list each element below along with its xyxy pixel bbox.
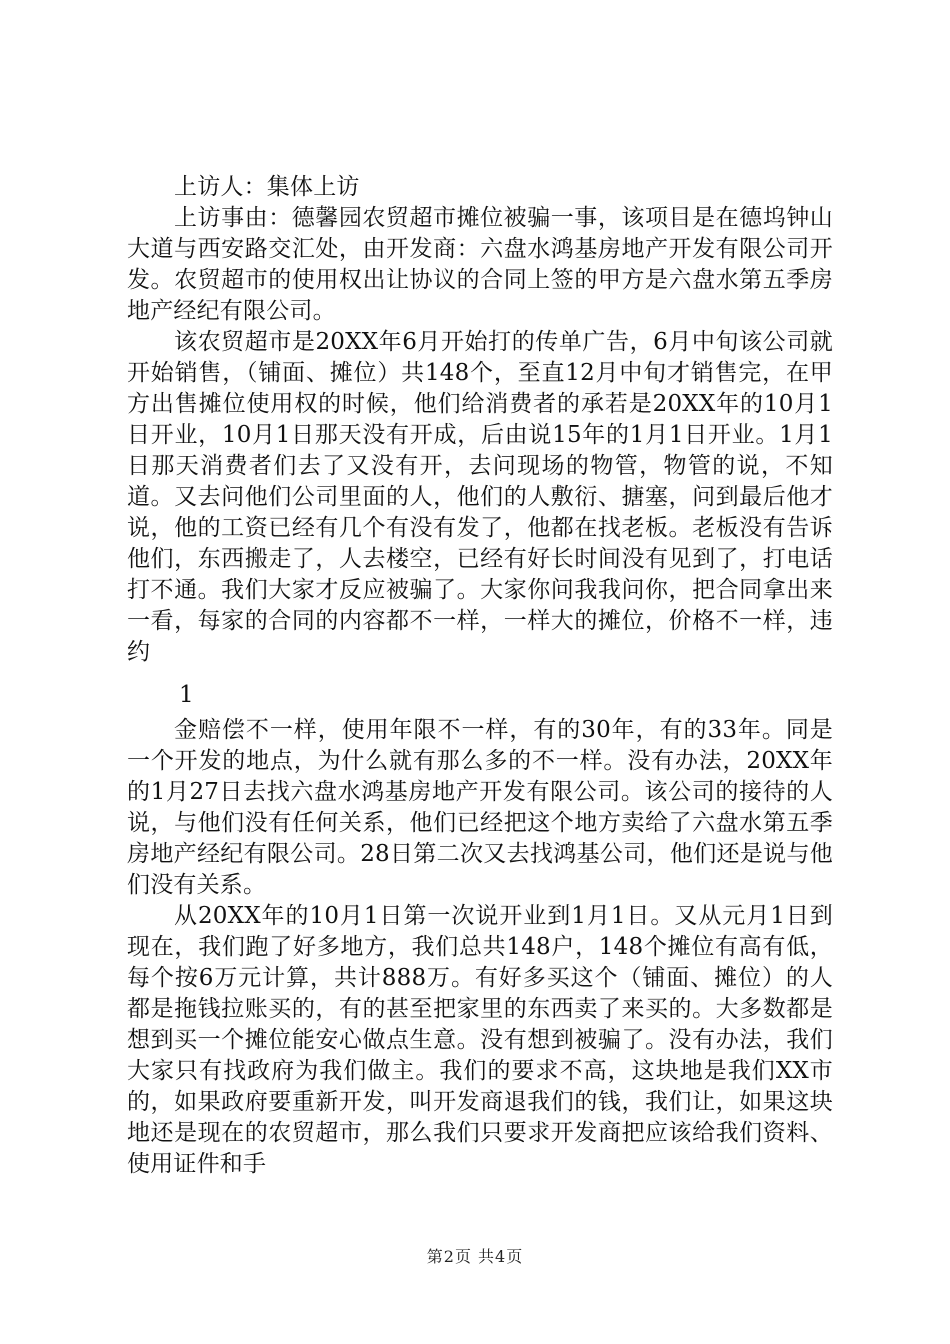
paragraph-request: 从20XX年的10月1日第一次说开业到1月1日。又从元月1日到现在，我们跑了好多地方，我们总共148户，148个摊位有高有低，每个按6万元计算，共计888万。有好多买这个（铺面、摊位）的人都是拖钱拉账买的，有的甚至把家里的东西卖了来买的。大多数都是想到买一个摊位能安心做点生意。没有想到被骗了。没有办法，我们大家只有找政府为我们做主。我们的要求不高，这块地是我们XX市的，如果政府要重新开发，叫开发商退我们的钱，我们让，如果这块地还是现在的农贸超市，那么我们只要求开发商把应该给我们资料、使用证件和手 <box>127 903 833 1177</box>
document-body <box>127 172 833 1180</box>
paragraph-details: 该农贸超市是20XX年6月开始打的传单广告，6月中旬该公司就开始销售，（铺面、摊位）共148个，至直12月中旬才销售完，在甲方出售摊位使用权的时候，他们给消费者的承若是20XX年的10月1日开业，10月1日那天没有开成，后由说15年的1月1日开业。1月1日那天消费者们去了又没有开，去问现场的物管，物管的说，不知道。又去问他们公司里面的人，他们的人敷衍、搪塞，问到最后他才说，他的工资已经有几个有没有发了，他都在找老板。老板没有告诉他们，东西搬走了，人去楼空，已经有好长时间没有见到了，打电话打不通。我们大家才反应被骗了。大家你问我我问你，把合同拿出来一看，每家的合同的内容都不一样，一样大的摊位，价格不一样，违约 <box>127 329 833 665</box>
paragraph-reason: 上访事由：德馨园农贸超市摊位被骗一事，该项目是在德坞钟山大道与西安路交汇处，由开发商：六盘水鸿基房地产开发有限公司开发。农贸超市的使用权出让协议的合同上签的甲方是六盘水第五季房地产经纪有限公司。 <box>127 205 833 324</box>
inner-page-number: 1 <box>179 682 194 708</box>
paragraph-compensation: 金赔偿不一样，使用年限不一样，有的30年，有的33年。同是一个开发的地点，为什么就有那么多的不一样。没有办法，20XX年的1月27日去找六盘水鸿基房地产开发有限公司。该公司的接待的人说，与他们没有任何关系，他们已经把这个地方卖给了六盘水第五季房地产经纪有限公司。28日第二次又去找鸿基公司，他们还是说与他们没有关系。 <box>127 717 833 898</box>
page-footer: 第2页 共4页 <box>426 1247 524 1266</box>
paragraph-petitioner: 上访人：集体上访 <box>174 174 360 200</box>
